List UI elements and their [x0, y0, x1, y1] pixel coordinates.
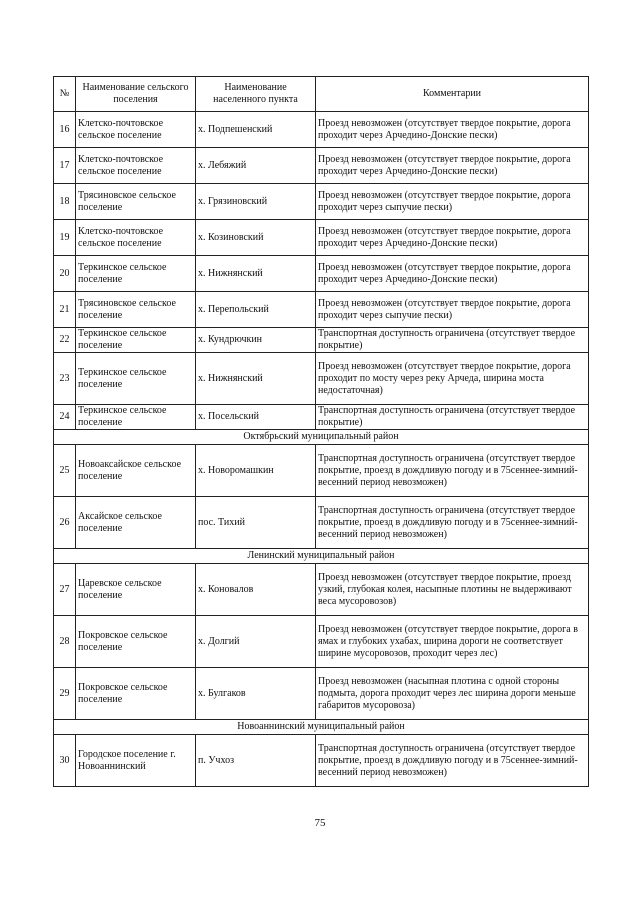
- row-number: 16: [54, 112, 76, 148]
- section-title: Ленинский муниципальный район: [54, 549, 589, 564]
- row-comment: Транспортная доступность ограничена (отсутствует твердое покрытие, проезд в дождливую погоду и в 75сеннее-зимний-весенний период невозможен): [316, 497, 589, 549]
- row-number: 22: [54, 328, 76, 353]
- row-locality: х. Подпешенский: [196, 112, 316, 148]
- table-row: [54, 353, 589, 405]
- settlements-table: [53, 76, 589, 787]
- page-number: 75: [314, 817, 326, 829]
- table-body: [54, 112, 589, 787]
- table-header-row: [54, 77, 589, 112]
- row-settlement: Новоаксайское сельское поселение: [76, 445, 196, 497]
- row-settlement: Покровское сельское поселение: [76, 668, 196, 720]
- row-settlement: Царевское сельское поселение: [76, 564, 196, 616]
- row-comment: Транспортная доступность ограничена (отсутствует твердое покрытие): [316, 328, 589, 353]
- row-number: 20: [54, 256, 76, 292]
- row-comment: Проезд невозможен (отсутствует твердое покрытие, дорога проходит через Арчедино-Донские пески): [316, 112, 589, 148]
- row-comment: Проезд невозможен (насыпная плотина с одной стороны подмыта, дорога проходит через лес ширина дороги меньше габаритов мусоровоза): [316, 668, 589, 720]
- header-comments: Комментарии: [316, 77, 589, 112]
- row-locality: х. Лебяжий: [196, 148, 316, 184]
- row-comment: Транспортная доступность ограничена (отсутствует твердое покрытие, проезд в дождливую погоду и в 75сеннее-зимний-весенний период невозможен): [316, 445, 589, 497]
- row-settlement: Трясиновское сельское поселение: [76, 184, 196, 220]
- row-comment: Проезд невозможен (отсутствует твердое покрытие, дорога в ямах и глубоких ухабах, ширина дороги не соответствует ширине мусоровозов, проходит через лес): [316, 616, 589, 668]
- table-row: [54, 328, 589, 353]
- row-locality: х. Посельский: [196, 405, 316, 430]
- table-row: [54, 405, 589, 430]
- table-row: [54, 112, 589, 148]
- table-row: [54, 292, 589, 328]
- table-row: [54, 735, 589, 787]
- table-row: [54, 256, 589, 292]
- table-row: [54, 668, 589, 720]
- row-number: 21: [54, 292, 76, 328]
- table-row: [54, 220, 589, 256]
- row-settlement: Городское поселение г. Новоаннинский: [76, 735, 196, 787]
- row-number: 25: [54, 445, 76, 497]
- row-locality: х. Перепольский: [196, 292, 316, 328]
- row-number: 23: [54, 353, 76, 405]
- table-row: [54, 497, 589, 549]
- row-locality: х. Нижнянский: [196, 256, 316, 292]
- row-locality: х. Булгаков: [196, 668, 316, 720]
- row-comment: Проезд невозможен (отсутствует твердое покрытие, дорога проходит через Арчедино-Донские пески): [316, 148, 589, 184]
- table-row: [54, 148, 589, 184]
- row-comment: Проезд невозможен (отсутствует твердое покрытие, дорога проходит через Арчедино-Донские пески): [316, 256, 589, 292]
- table-row: [54, 564, 589, 616]
- row-settlement: Теркинское сельское поселение: [76, 328, 196, 353]
- row-number: 26: [54, 497, 76, 549]
- row-comment: Проезд невозможен (отсутствует твердое покрытие, дорога проходит через сыпучие пески): [316, 292, 589, 328]
- row-locality: х. Грязиновский: [196, 184, 316, 220]
- section-row: [54, 549, 589, 564]
- header-num: №: [54, 77, 76, 112]
- row-comment: Транспортная доступность ограничена (отсутствует твердое покрытие, проезд в дождливую погоду и в 75сеннее-зимний-весенний период невозможен): [316, 735, 589, 787]
- row-comment: Проезд невозможен (отсутствует твердое покрытие, дорога проходит через Арчедино-Донские пески): [316, 220, 589, 256]
- row-settlement: Клетско-почтовское сельское поселение: [76, 112, 196, 148]
- row-number: 30: [54, 735, 76, 787]
- row-locality: х. Коновалов: [196, 564, 316, 616]
- section-title: Октябрьский муниципальный район: [54, 430, 589, 445]
- table-row: [54, 445, 589, 497]
- row-locality: х. Козиновский: [196, 220, 316, 256]
- row-comment: Проезд невозможен (отсутствует твердое покрытие, проезд узкий, глубокая колея, насыпные плотины не выдерживают веса мусоровозов): [316, 564, 589, 616]
- section-title: Новоаннинский муниципальный район: [54, 720, 589, 735]
- row-settlement: Аксайское сельское поселение: [76, 497, 196, 549]
- row-number: 27: [54, 564, 76, 616]
- row-locality: пос. Тихий: [196, 497, 316, 549]
- row-number: 17: [54, 148, 76, 184]
- row-settlement: Клетско-почтовское сельское поселение: [76, 220, 196, 256]
- row-comment: Транспортная доступность ограничена (отсутствует твердое покрытие): [316, 405, 589, 430]
- section-row: [54, 430, 589, 445]
- row-comment: Проезд невозможен (отсутствует твердое покрытие, дорога проходит через сыпучие пески): [316, 184, 589, 220]
- row-number: 19: [54, 220, 76, 256]
- row-locality: х. Нижнянский: [196, 353, 316, 405]
- row-locality: х. Долгий: [196, 616, 316, 668]
- row-number: 24: [54, 405, 76, 430]
- table-row: [54, 616, 589, 668]
- header-locality: Наименование населенного пункта: [196, 77, 316, 112]
- header-settlement: Наименование сельского поселения: [76, 77, 196, 112]
- row-settlement: Теркинское сельское поселение: [76, 256, 196, 292]
- row-settlement: Трясиновское сельское поселение: [76, 292, 196, 328]
- row-settlement: Клетско-почтовское сельское поселение: [76, 148, 196, 184]
- row-number: 28: [54, 616, 76, 668]
- section-row: [54, 720, 589, 735]
- row-settlement: Теркинское сельское поселение: [76, 353, 196, 405]
- row-settlement: Покровское сельское поселение: [76, 616, 196, 668]
- row-comment: Проезд невозможен (отсутствует твердое покрытие, дорога проходит по мосту через реку Арчеда, ширина моста недостаточная): [316, 353, 589, 405]
- row-locality: х. Кундрючкин: [196, 328, 316, 353]
- row-settlement: Теркинское сельское поселение: [76, 405, 196, 430]
- table-row: [54, 184, 589, 220]
- row-locality: п. Учхоз: [196, 735, 316, 787]
- row-number: 18: [54, 184, 76, 220]
- row-number: 29: [54, 668, 76, 720]
- row-locality: х. Новоромашкин: [196, 445, 316, 497]
